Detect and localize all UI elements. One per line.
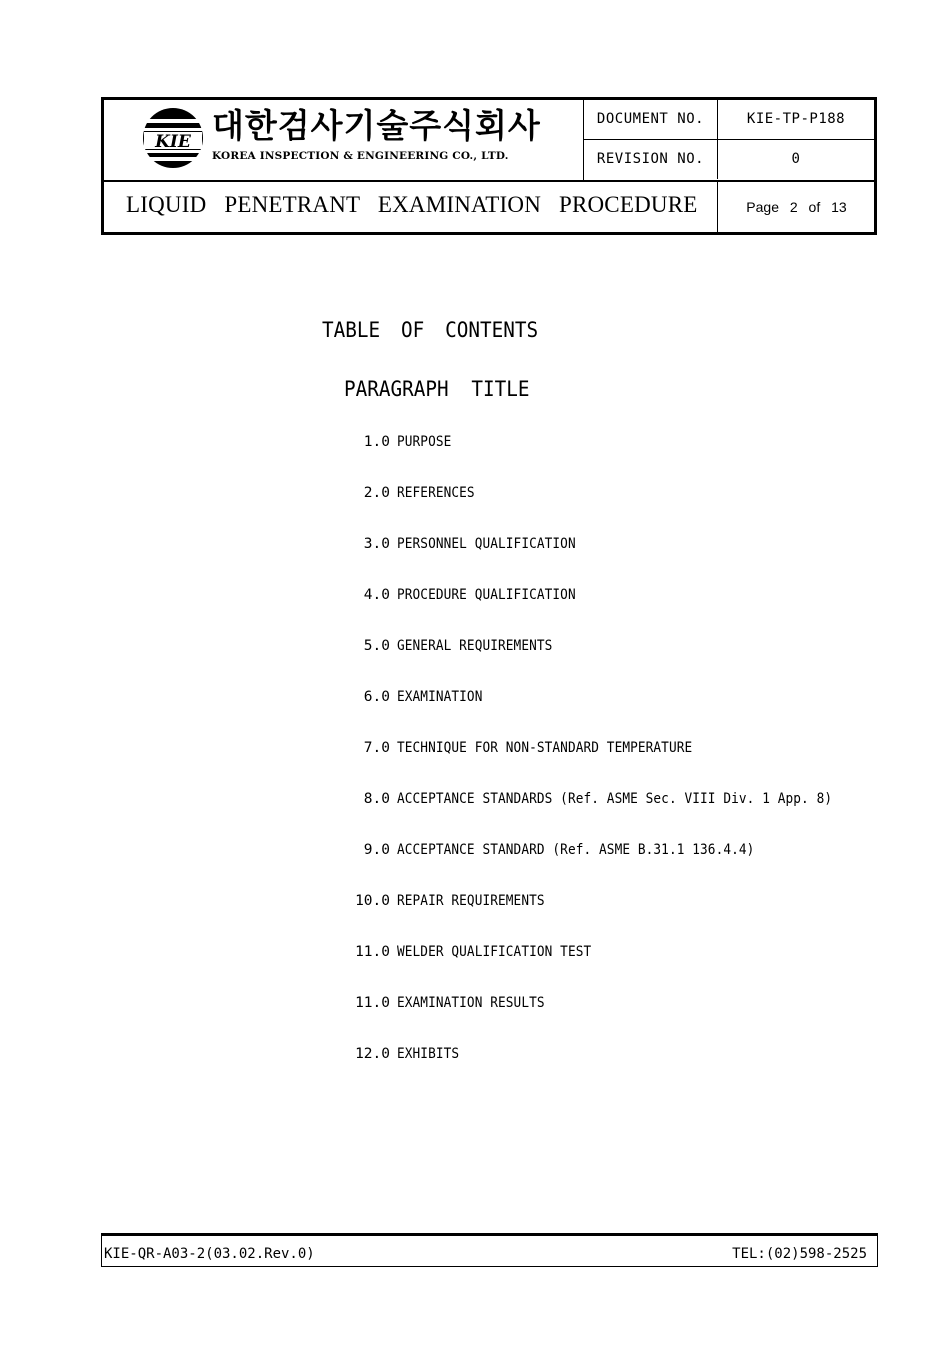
toc-item-number: 11.0 bbox=[355, 944, 390, 960]
toc-item-text: EXAMINATION RESULTS bbox=[397, 995, 545, 1011]
toc-item-text: TECHNIQUE FOR NON-STANDARD TEMPERATURE bbox=[397, 740, 693, 756]
page-indicator: Page 2 of 13 bbox=[717, 180, 875, 234]
toc-list bbox=[340, 434, 900, 1097]
toc-item-text: REFERENCES bbox=[397, 485, 475, 501]
document-no-label: DOCUMENT NO. bbox=[584, 100, 718, 140]
toc-item-text: WELDER QUALIFICATION TEST bbox=[397, 944, 592, 960]
toc-item bbox=[340, 434, 900, 485]
toc-item bbox=[340, 536, 900, 587]
telephone-number: TEL:(02)598-2525 bbox=[732, 1246, 867, 1262]
document-footer bbox=[101, 1233, 878, 1267]
toc-item bbox=[340, 587, 900, 638]
toc-item-number: 11.0 bbox=[355, 995, 390, 1011]
toc-item-text: EXHIBITS bbox=[397, 1046, 460, 1062]
document-no-value: KIE-TP-P188 bbox=[718, 100, 874, 140]
toc-item-number: 8.0 bbox=[363, 791, 390, 807]
company-logo-block bbox=[104, 100, 584, 180]
kie-logo-icon bbox=[142, 106, 204, 170]
procedure-title: LIQUID PENETRANT EXAMINATION PROCEDURE bbox=[126, 192, 698, 217]
svg-text:KIE: KIE bbox=[155, 132, 191, 152]
toc-item bbox=[340, 893, 900, 944]
toc-item-number: 10.0 bbox=[355, 893, 390, 909]
toc-item-number: 7.0 bbox=[363, 740, 390, 756]
toc-item-text: REPAIR REQUIREMENTS bbox=[397, 893, 545, 909]
toc-item-number: 1.0 bbox=[363, 434, 390, 450]
toc-title: TABLE OF CONTENTS bbox=[322, 318, 539, 342]
header-bottom-row bbox=[104, 182, 874, 232]
toc-item bbox=[340, 689, 900, 740]
toc-item bbox=[340, 842, 900, 893]
revision-no-value: 0 bbox=[791, 151, 801, 167]
toc-item-number: 9.0 bbox=[363, 842, 390, 858]
company-name-korean: 대한검사기술주식회사 bbox=[212, 106, 541, 145]
toc-item-text: GENERAL REQUIREMENTS bbox=[397, 638, 553, 654]
company-name-english: KOREA INSPECTION & ENGINEERING CO., LTD. bbox=[212, 150, 509, 162]
toc-item-text: ACCEPTANCE STANDARDS (Ref. ASME Sec. VIII Div. 1 App. 8) bbox=[397, 791, 833, 807]
toc-item-text: PURPOSE bbox=[397, 434, 452, 450]
toc-item-text: PERSONNEL QUALIFICATION bbox=[397, 536, 576, 552]
form-code: KIE-QR-A03-2(03.02.Rev.0) bbox=[104, 1246, 315, 1262]
toc-item-number: 12.0 bbox=[355, 1046, 390, 1062]
toc-item-number: 2.0 bbox=[363, 485, 390, 501]
toc-item-number: 4.0 bbox=[363, 587, 390, 603]
toc-item-text: PROCEDURE QUALIFICATION bbox=[397, 587, 576, 603]
toc-item-number: 5.0 bbox=[363, 638, 390, 654]
toc-item-text: ACCEPTANCE STANDARD (Ref. ASME B.31.1 136.4.4) bbox=[397, 842, 755, 858]
toc-item bbox=[340, 638, 900, 689]
toc-item bbox=[340, 791, 900, 842]
toc-subtitle: PARAGRAPH TITLE bbox=[344, 377, 530, 401]
toc-item bbox=[340, 740, 900, 791]
toc-item bbox=[340, 995, 900, 1046]
toc-item bbox=[340, 1046, 900, 1097]
toc-item bbox=[340, 944, 900, 995]
toc-item-number: 3.0 bbox=[363, 536, 390, 552]
toc-item-text: EXAMINATION bbox=[397, 689, 483, 705]
toc-item-number: 6.0 bbox=[363, 689, 390, 705]
toc-item bbox=[340, 485, 900, 536]
header-top-row bbox=[104, 100, 874, 182]
revision-no-label: REVISION NO. bbox=[584, 140, 718, 179]
document-header bbox=[101, 97, 877, 235]
